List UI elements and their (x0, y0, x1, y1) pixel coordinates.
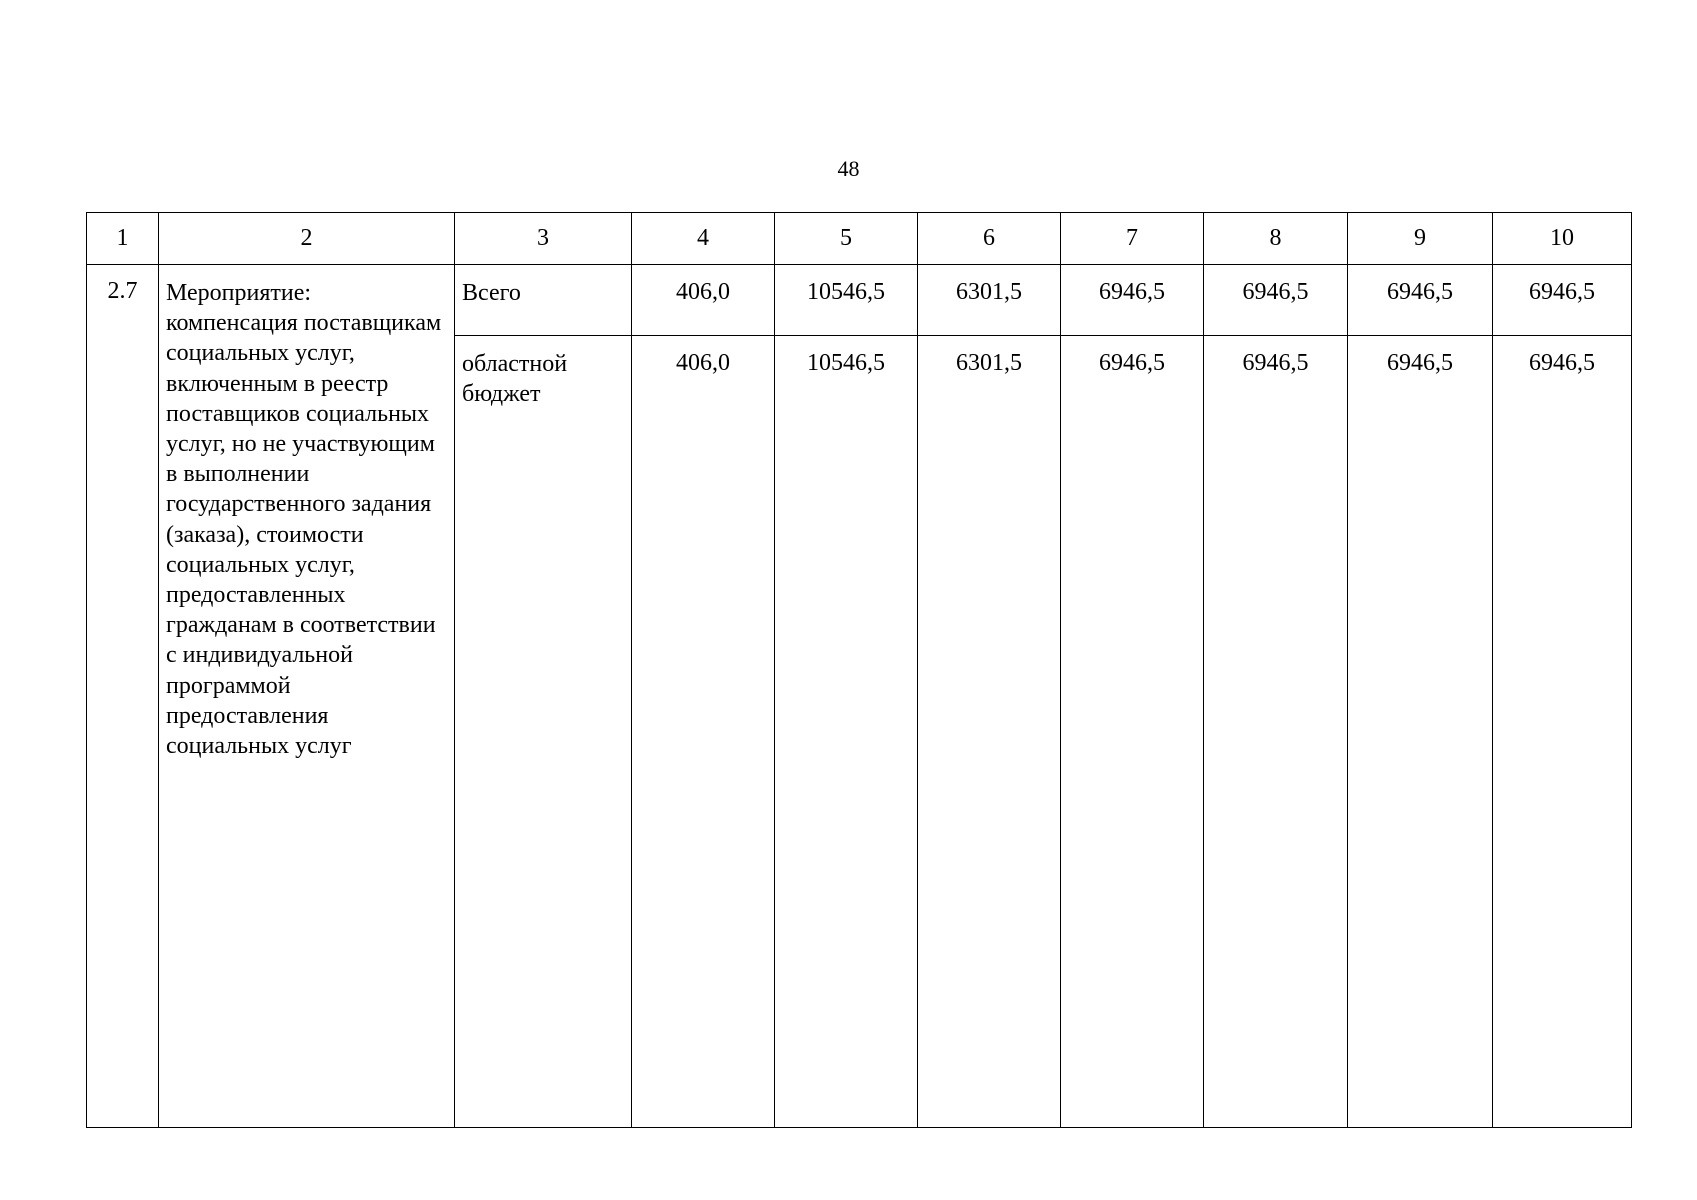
header-cell: 9 (1348, 213, 1493, 265)
header-cell: 10 (1493, 213, 1632, 265)
value-cell: 6946,5 (1348, 336, 1493, 1128)
value-cell: 406,0 (632, 336, 775, 1128)
value-cell: 6946,5 (1493, 265, 1632, 336)
source-name: Всего (455, 265, 632, 336)
value-cell: 6946,5 (1061, 265, 1204, 336)
budget-table (86, 212, 1632, 1128)
value-cell: 6946,5 (1204, 336, 1348, 1128)
value-cell: 6946,5 (1204, 265, 1348, 336)
header-cell: 7 (1061, 213, 1204, 265)
value-cell: 6946,5 (1493, 336, 1632, 1128)
header-cell: 8 (1204, 213, 1348, 265)
table-row-total (87, 265, 1632, 336)
value-cell: 6946,5 (1061, 336, 1204, 1128)
source-name: областной бюджет (455, 336, 632, 1128)
table-header-row (87, 213, 1632, 265)
header-cell: 5 (775, 213, 918, 265)
header-cell: 6 (918, 213, 1061, 265)
header-cell: 3 (455, 213, 632, 265)
value-cell: 6301,5 (918, 336, 1061, 1128)
value-cell: 6301,5 (918, 265, 1061, 336)
header-cell: 2 (159, 213, 455, 265)
value-cell: 10546,5 (775, 265, 918, 336)
value-cell: 406,0 (632, 265, 775, 336)
page-number: 48 (837, 156, 860, 181)
header-cell: 4 (632, 213, 775, 265)
value-cell: 10546,5 (775, 336, 918, 1128)
row-description: Мероприятие: компенсация поставщикам социальных услуг, включенным в реестр поставщиков социальных услуг, но не участвующим в выполнении государственного задания (заказа), стоимости социальных услуг, предоставленных гражданам в соответствии с индивидуальной программой предоставления социальных услуг (159, 265, 455, 1128)
header-cell: 1 (87, 213, 159, 265)
row-code: 2.7 (87, 265, 159, 1128)
value-cell: 6946,5 (1348, 265, 1493, 336)
